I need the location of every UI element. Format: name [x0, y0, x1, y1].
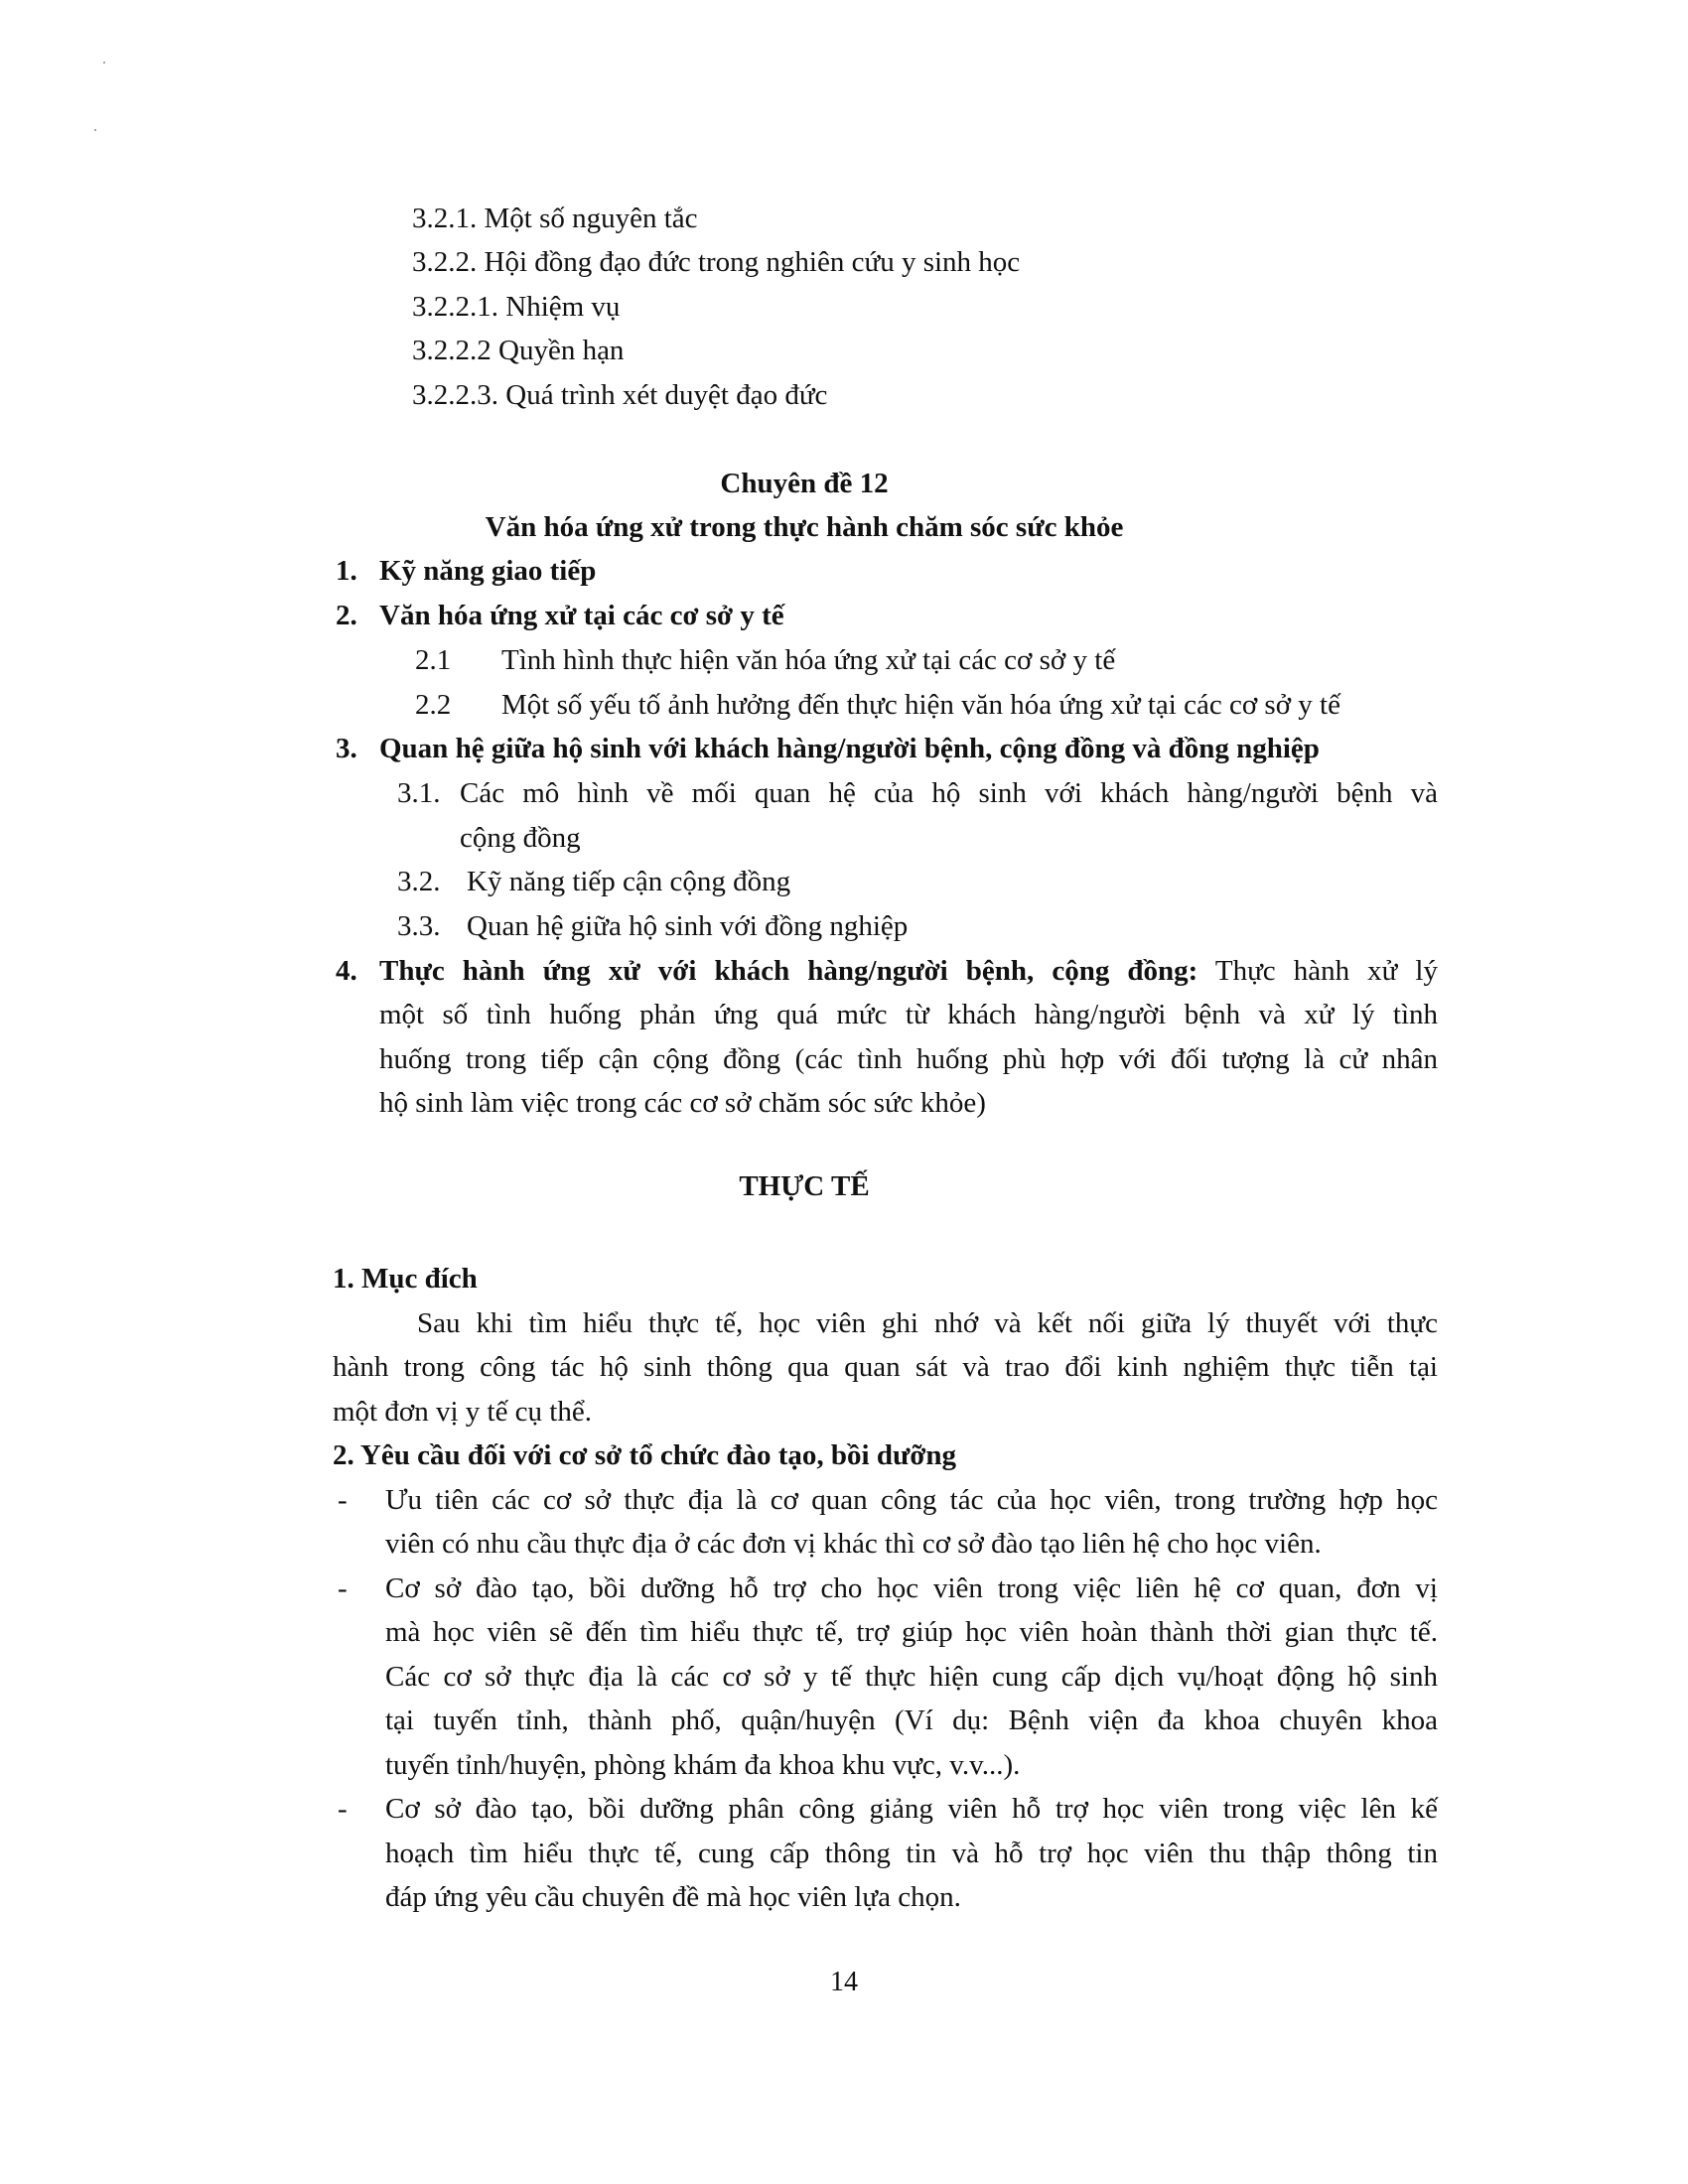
bullet-line: Ưu tiên các cơ sở thực địa là cơ quan công tác của học viên, trong trường hợp học: [385, 1484, 1438, 1516]
list-item-bold-lead: Thực hành ứng xử với khách hàng/người bệnh, cộng đồng:: [379, 955, 1198, 987]
list-number: 3.: [336, 733, 357, 764]
bullet-line: Cơ sở đào tạo, bồi dưỡng phân công giảng viên hỗ trợ học viên trong việc lên kế: [385, 1793, 1438, 1825]
list-number: 3.1.: [397, 777, 441, 809]
list-item: Các mô hình về mối quan hệ của hộ sinh với khách hàng/người bệnh và: [460, 777, 1438, 809]
list-item-continuation: cộng đồng: [460, 822, 581, 854]
list-item-continuation: huống trong tiếp cận cộng đồng (các tình huống phù hợp với đối tượng là cử nhân: [379, 1043, 1438, 1075]
list-item: Văn hóa ứng xử tại các cơ sở y tế: [379, 600, 784, 631]
list-number: 3.3.: [397, 910, 441, 942]
list-item-continuation: hộ sinh làm việc trong các cơ sở chăm sóc sức khỏe): [379, 1087, 986, 1119]
subsection-title: 1. Mục đích: [333, 1263, 478, 1295]
bullet-line: tại tuyến tỉnh, thành phố, quận/huyện (Ví dụ: Bệnh viện đa khoa chuyên khoa: [385, 1705, 1438, 1736]
toc-line: 3.2.2.2 Quyền hạn: [412, 335, 625, 366]
list-item: Quan hệ giữa hộ sinh với đồng nghiệp: [467, 910, 909, 942]
list-item: Tình hình thực hiện văn hóa ứng xử tại các cơ sở y tế: [501, 644, 1116, 676]
list-number: 4.: [336, 955, 357, 987]
bullet-dash: -: [338, 1572, 348, 1604]
toc-line: 3.2.1. Một số nguyên tắc: [412, 203, 698, 234]
toc-line: 3.2.2. Hội đồng đạo đức trong nghiên cứu y sinh học: [412, 246, 1021, 278]
toc-line: 3.2.2.1. Nhiệm vụ: [412, 291, 621, 323]
bullet-line: hoạch tìm hiểu thực tế, cung cấp thông tin và hỗ trợ học viên thu thập thông tin: [385, 1838, 1438, 1869]
list-number: 3.2.: [397, 866, 441, 897]
toc-line: 3.2.2.3. Quá trình xét duyệt đạo đức: [412, 379, 828, 411]
bullet-line: Cơ sở đào tạo, bồi dưỡng hỗ trợ cho học viên trong việc liên hệ cơ quan, đơn vị: [385, 1572, 1438, 1604]
list-item-rest: Thực hành xử lý: [1197, 955, 1438, 987]
list-item: Kỹ năng tiếp cận cộng đồng: [467, 866, 791, 897]
bullet-dash: -: [338, 1484, 348, 1516]
bullet-line: đáp ứng yêu cầu chuyên đề mà học viên lựa chọn.: [385, 1881, 961, 1913]
paragraph-line: hành trong công tác hộ sinh thông qua quan sát và trao đổi kinh nghiệm thực tiễn tại: [333, 1351, 1438, 1383]
list-item-continuation: một số tình huống phản ứng quá mức từ khách hàng/người bệnh và xử lý tình: [379, 999, 1438, 1030]
bullet-dash: -: [338, 1793, 348, 1825]
bullet-line: tuyến tỉnh/huyện, phòng khám đa khoa khu vực, v.v...).: [385, 1749, 1021, 1781]
list-number: 1.: [336, 555, 357, 587]
section-heading: THỰC TẾ: [739, 1170, 870, 1202]
scan-speck: [94, 129, 96, 131]
paragraph-line: Sau khi tìm hiểu thực tế, học viên ghi nhớ và kết nối giữa lý thuyết với thực: [417, 1307, 1438, 1339]
list-item: Kỹ năng giao tiếp: [379, 555, 597, 587]
section-title: Văn hóa ứng xử trong thực hành chăm sóc sức khỏe: [485, 511, 1124, 543]
bullet-line: mà học viên sẽ đến tìm hiểu thực tế, trợ giúp học viên hoàn thành thời gian thực tế.: [385, 1616, 1438, 1648]
subsection-title: 2. Yêu cầu đối với cơ sở tổ chức đào tạo, bồi dưỡng: [333, 1439, 957, 1471]
list-number: 2.: [336, 600, 357, 631]
list-number: 2.2: [415, 689, 452, 721]
section-heading: Chuyên đề 12: [720, 468, 889, 499]
paragraph-line: một đơn vị y tế cụ thể.: [333, 1396, 592, 1428]
page-number: 14: [830, 1967, 858, 1997]
list-number: 2.1: [415, 644, 452, 676]
scan-speck: [103, 62, 105, 64]
bullet-line: viên có nhu cầu thực địa ở các đơn vị khác thì cơ sở đào tạo liên hệ cho học viên.: [385, 1528, 1322, 1560]
list-item: Quan hệ giữa hộ sinh với khách hàng/người bệnh, cộng đồng và đồng nghiệp: [379, 733, 1320, 764]
bullet-line: Các cơ sở thực địa là các cơ sở y tế thực hiện cung cấp dịch vụ/hoạt động hộ sinh: [385, 1661, 1438, 1693]
list-item: [379, 949, 1438, 993]
list-item: Một số yếu tố ảnh hưởng đến thực hiện văn hóa ứng xử tại các cơ sở y tế: [501, 689, 1340, 721]
